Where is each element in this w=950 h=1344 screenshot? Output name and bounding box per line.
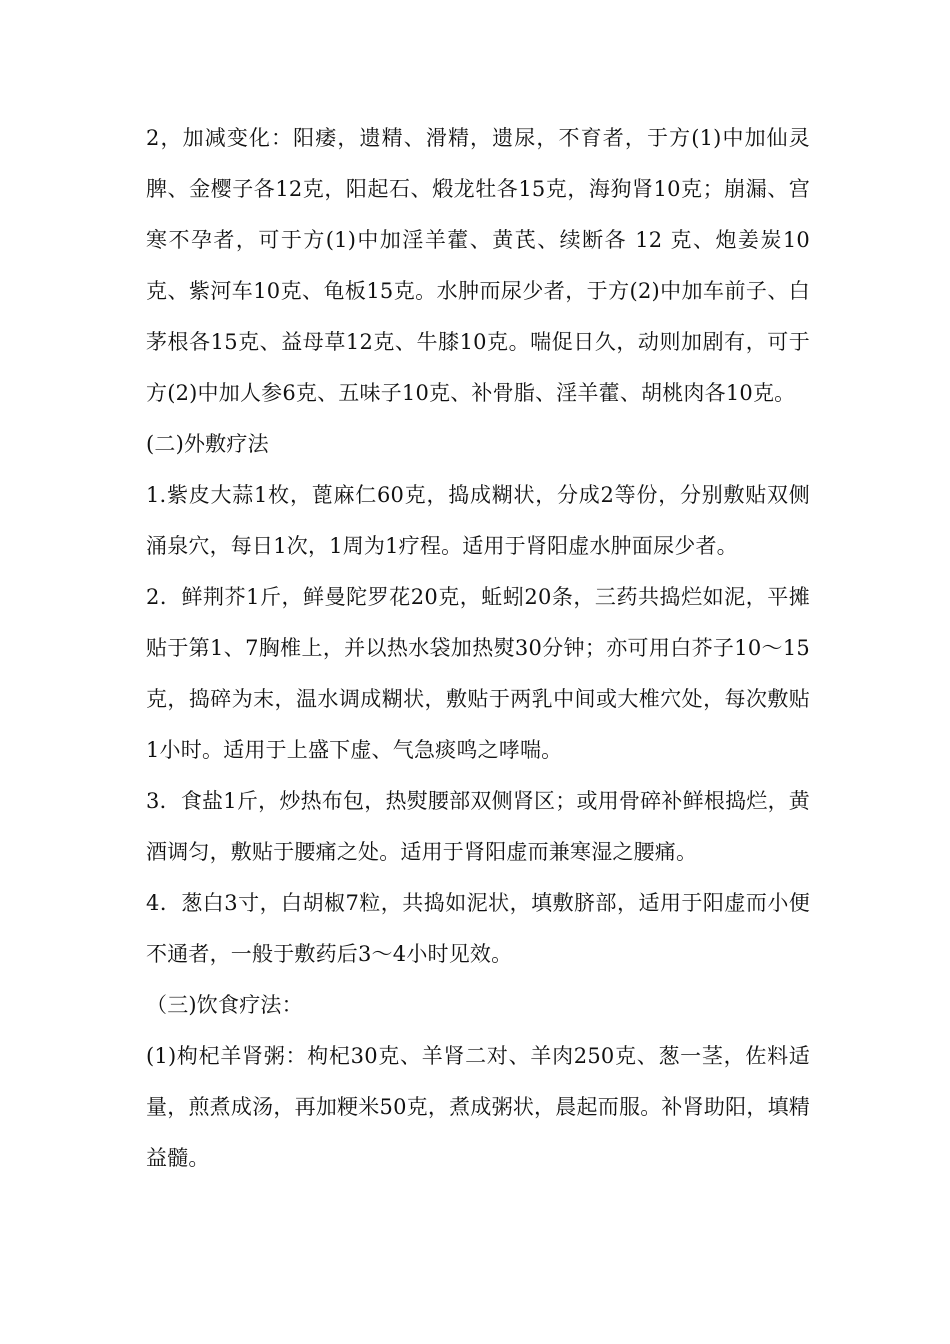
paragraph-external-1: 1.紫皮大蒜1枚，蓖麻仁60克，捣成糊状，分成2等份，分别敷贴双侧涌泉穴，每日1次，1周为1疗程。适用于肾阳虚水肿面尿少者。 — [146, 483, 810, 558]
paragraph-modifications: 2，加减变化：阳痿，遗精、滑精，遗尿，不育者，于方(1)中加仙灵脾、金樱子各12克，阳起石、煅龙牡各15克，海狗肾10克；崩漏、宫寒不孕者，可于方(1)中加淫羊藿、黄芪、续断各 12 克、炮姜炭10克、紫河车10克、龟板15克。水肿而尿少者，于方(2)中加车前子、白茅根各15克、益母草12克、牛膝10克。喘促日久，动则加剧有，可于方(2)中加人参6克、五味子10克、补骨脂、淫羊藿、胡桃肉各10克。 — [146, 126, 810, 405]
paragraph-external-3: 3．食盐1斤，炒热布包，热熨腰部双侧肾区；或用骨碎补鲜根捣烂，黄酒调匀，敷贴于腰痛之处。适用于肾阳虚而兼寒湿之腰痛。 — [146, 789, 810, 864]
paragraph-diet-1: (1)枸杞羊肾粥：枸杞30克、羊肾二对、羊肉250克、葱一茎，佐料适量，煎煮成汤，再加粳米50克，煮成粥状，晨起而服。补肾助阳，填精益髓。 — [146, 1044, 810, 1170]
section-heading-external-application: (二)外敷疗法 — [146, 432, 269, 456]
paragraph-external-4: 4．葱白3寸，白胡椒7粒，共捣如泥状，填敷脐部，适用于阳虚而小便不通者，一般于敷药后3～4小时见效。 — [146, 891, 810, 966]
document-body — [146, 113, 810, 1184]
paragraph-external-2: 2．鲜荆芥1斤，鲜曼陀罗花20克，蚯蚓20条，三药共捣烂如泥，平摊贴于第1、7胸椎上，并以热水袋加热熨30分钟；亦可用白芥子10～15克，捣碎为末，温水调成糊状，敷贴于两乳中间或大椎穴处，每次敷贴1小时。适用于上盛下虚、气急痰鸣之哮喘。 — [146, 585, 810, 762]
section-heading-diet-therapy: （三)饮食疗法： — [146, 993, 303, 1017]
